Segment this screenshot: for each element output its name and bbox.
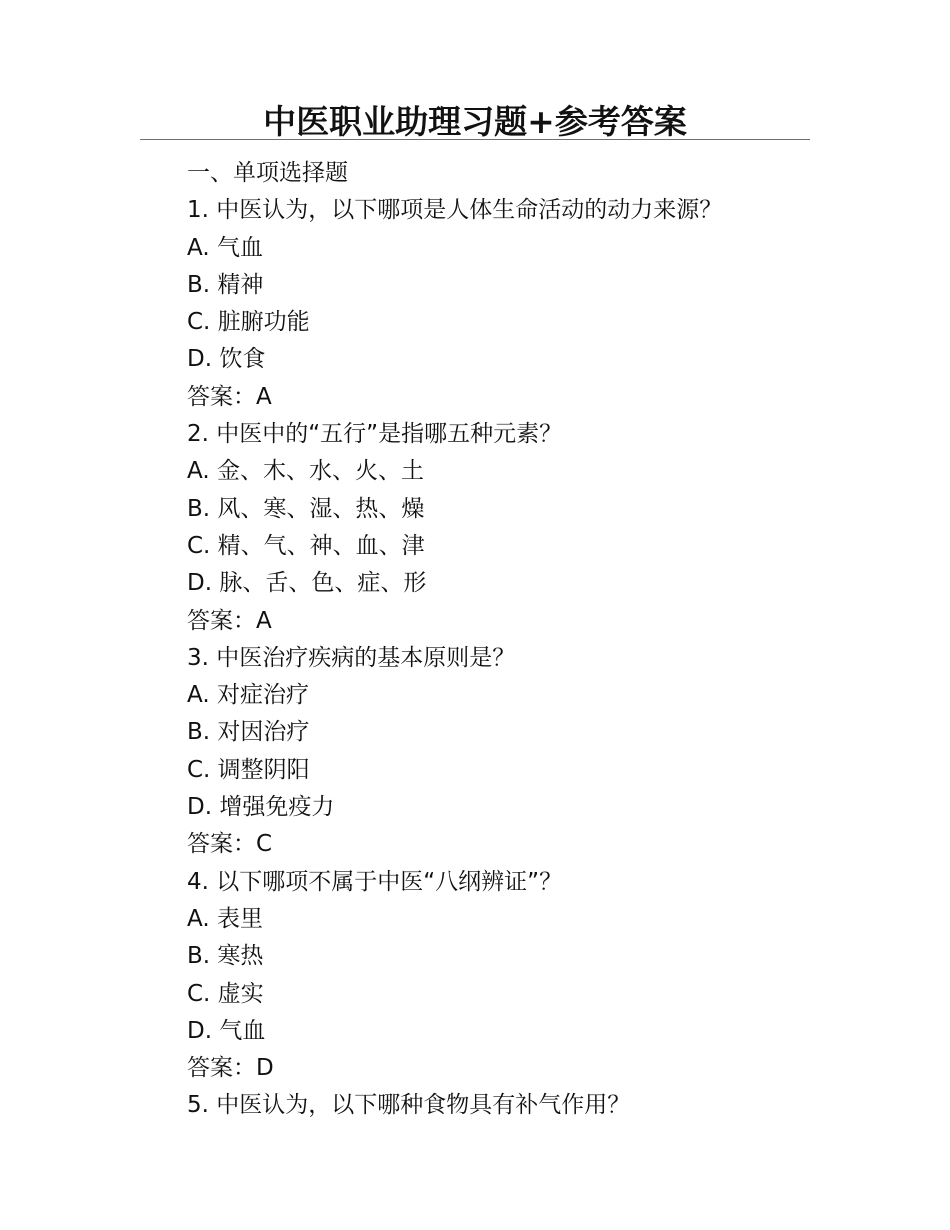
question-option: C. 脏腑功能	[187, 309, 310, 336]
question-option: B. 寒热	[187, 943, 264, 970]
question-option: D. 脉、舌、色、症、形	[187, 570, 427, 597]
question-option: D. 气血	[187, 1017, 266, 1044]
question-text: 2. 中医中的“五行”是指哪五种元素？	[187, 421, 563, 448]
question-answer: 答案：A	[187, 383, 272, 410]
question-answer: 答案：D	[187, 1055, 274, 1082]
question-option: A. 气血	[187, 234, 263, 261]
question-option: C. 精、气、神、血、津	[187, 532, 425, 559]
question-option: A. 金、木、水、火、土	[187, 458, 424, 485]
question-option: B. 对因治疗	[187, 719, 310, 746]
question-text: 3. 中医治疗疾病的基本原则是？	[187, 644, 516, 671]
question-text: 4. 以下哪项不属于中医“八纲辨证”？	[187, 868, 563, 895]
question-option: B. 精神	[187, 271, 264, 298]
question-option: B. 风、寒、湿、热、燥	[187, 495, 425, 522]
question-text: 1. 中医认为，以下哪项是人体生命活动的动力来源？	[187, 197, 723, 224]
document-body	[187, 155, 827, 1125]
section-heading: 一、单项选择题	[187, 160, 348, 186]
document-title: 中医职业助理习题+参考答案	[263, 102, 687, 141]
question-option: C. 虚实	[187, 980, 264, 1007]
title-underline	[140, 139, 810, 140]
question-option: A. 表里	[187, 905, 263, 932]
question-option: A. 对症治疗	[187, 682, 309, 709]
question-answer: 答案：A	[187, 607, 272, 634]
question-option: D. 饮食	[187, 346, 266, 373]
question-text: 5. 中医认为，以下哪种食物具有补气作用？	[187, 1092, 631, 1119]
question-option: C. 调整阴阳	[187, 756, 310, 783]
question-answer: 答案：C	[187, 831, 273, 858]
question-option: D. 增强免疫力	[187, 794, 335, 821]
